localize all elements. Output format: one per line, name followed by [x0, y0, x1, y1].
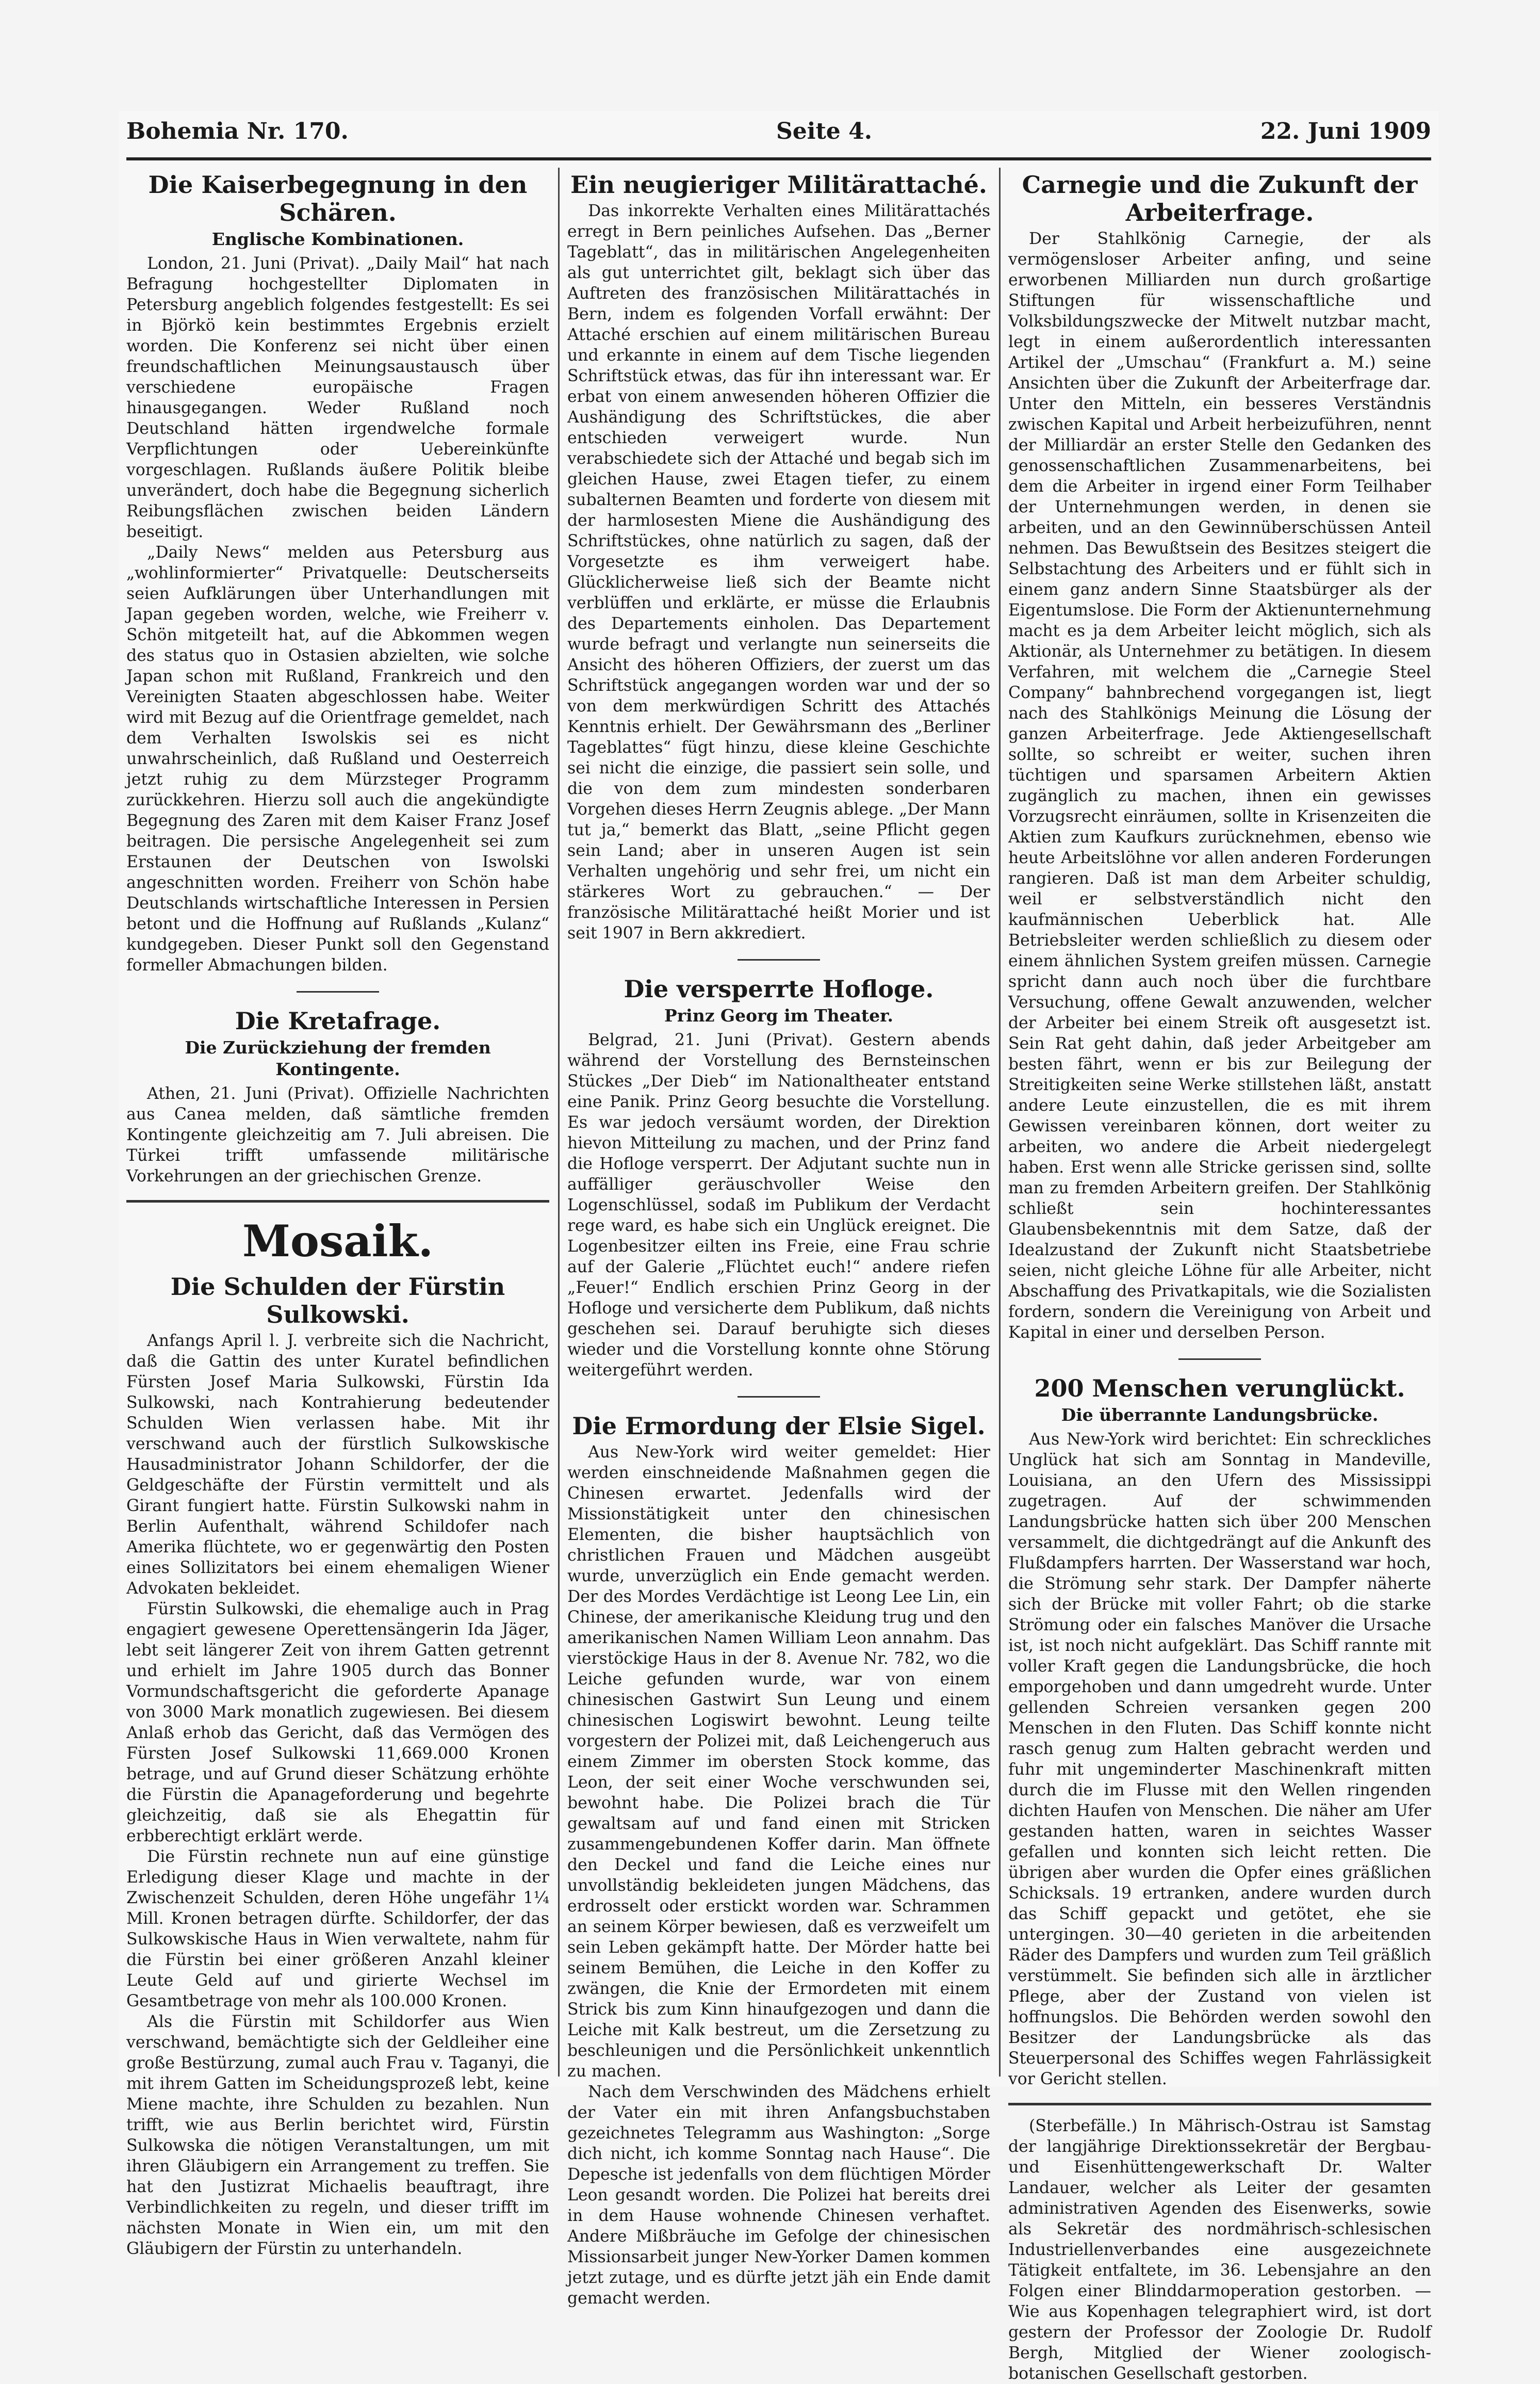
separator	[738, 959, 820, 961]
paragraph: London, 21. Juni (Privat). „Daily Mail“ hat nach Befragung hochgestellter Diplomaten in Petersburg angeblich folgendes festgestellt: Es sei in Björkö kein bestimmtes Ergebnis erzielt worden. Die Konferenz sei nicht über einen freundschaftlichen Meinungsaustausch über verschiedene europäische Fragen hinausgegangen. Weder Rußland noch Deutschland hätten irgendwelche formale Verpflichtungen oder Uebereinkünfte vorgeschlagen. Rußlands äußere Politik bleibe unverändert, doch habe die Begegnung sicherlich Reibungsflächen zwischen beiden Ländern beseitigt.	[126, 254, 549, 541]
article-subtitle: Die überrannte Landungsbrücke.	[1061, 1405, 1379, 1425]
paragraph: Das inkorrekte Verhalten eines Militärattachés erregt in Bern peinliches Aufsehen. Das „Berner Tageblatt“, das in militärischen Angelegenheiten als gut unterrichtet gilt, beklagt sich über das Auftreten des französischen Militärattachés in Bern, indem es folgenden Vorfall erwähnt: Der Attaché erschien auf einem militärischen Bureau und erkannte in einem auf dem Tische liegenden Schriftstück etwas, das für ihn interessant war. Er erbat von einem anwesenden höheren Offizier die Aushändigung des Schriftstückes, die aber entschieden verweigert wurde. Nun verabschiedete sich der Attaché und begab sich im gleichen Hause, zwei Etagen tiefer, zu einem subalternen Beamten und forderte von diesem mit der harmlosesten Miene die Aushändigung des Schriftstückes, ohne natürlich zu sagen, daß der Vorgesetzte es ihm verweigert habe. Glücklicherweise ließ sich der Beamte nicht verblüffen und erklärte, er müsse die Erlaubnis des Departements einholen. Das Departement wurde befragt und verlangte nun seinerseits die Ansicht des höheren Offiziers, der zuerst um das Schriftstück angegangen worden war und der so von dem merkwürdigen Schritt des Attachés Kenntnis erhielt. Der Gewährsmann des „Berliner Tageblattes“ fügt hinzu, diese kleine Geschichte sei nicht die einzige, die passiert sein solle, und die von dem zum mindesten sonderbaren Vorgehen dieses Herrn Zeugnis ablege. „Der Mann tut ja,“ bemerkt das Blatt, „seine Pflicht gegen sein Land; aber in unseren Augen ist sein Verhalten ungehörig und sehr frei, um nicht ein stärkeres Wort zu gebrauchen.“ — Der französische Militärattaché heißt Morier und ist seit 1907 in Bern akkrediert.	[567, 202, 990, 943]
article-title: Ein neugieriger Militärattaché.	[570, 171, 987, 199]
section-title: Mosaik.	[242, 1215, 434, 1267]
paragraph: Aus New-York wird weiter gemeldet: Hier werden einschneidende Maßnahmen gegen die Chinesen erwartet. Jedenfalls wird der Missionstätigkeit unter den chinesischen Elementen, die bisher hauptsächlich von christlichen Frauen und Mädchen ausgeübt wurde, unverzüglich ein Ende gemacht werden. Der des Mordes Verdächtige ist Leong Lee Lin, ein Chinese, der amerikanische Kleidung trug und den amerikanischen Namen William Leon annahm. Das vierstöckige Haus in der 8. Avenue Nr. 782, wo die Leiche gefunden wurde, war von einem chinesischen Gastwirt Sun Leung und einem chinesischen Logiswirt bewohnt. Leung teilte vorgestern der Polizei mit, daß Leichengeruch aus einem Zimmer im obersten Stock komme, das Leon, der seit einer Woche verschwunden sei, bewohnt habe. Die Polizei brach die Tür gewaltsam auf und fand einen mit Stricken zusammengebundenen Koffer darin. Man öffnete den Deckel und fand die Leiche eines nur unvollständig bekleideten jungen Mädchens, das erdrosselt oder erstickt worden war. Schrammen an seinem Körper bewiesen, daß es verzweifelt um sein Leben gekämpft hatte. Der Mörder hatte bei seinem Bemühen, die Leiche in den Koffer zu zwängen, die Knie der Ermordeten mit einem Strick bis zum Kinn hinaufgezogen und dann die Leiche mit Kalk bestreut, um die Zersetzung zu beschleunigen und die Persönlichkeit unkenntlich zu machen.	[567, 1443, 990, 2081]
paragraph: Belgrad, 21. Juni (Privat). Gestern abends während der Vorstellung des Bernsteinschen Stückes „Der Dieb“ im Nationaltheater entstand eine Panik. Prinz Georg besuchte die Vorstellung. Es war jedoch versäumt worden, der Direktion hievon Mitteilung zu machen, und der Prinz fand die Hofloge versperrt. Der Adjutant suchte nun in auffälliger geräuschvoller Weise den Logenschlüssel, sodaß im Publikum der Verdacht rege ward, es habe sich ein Unglück ereignet. Die Logenbesitzer eilten ins Freie, eine Frau schrie auf der Galerie „Flüchtet euch!“ andere riefen „Feuer!“ Endlich erschien Prinz Georg in der Hofloge und versicherte dem Publikum, daß nichts geschehen sei. Darauf beruhigte sich dieses wieder und die Vorstellung konnte ohne Störung weitergeführt werden.	[567, 1031, 990, 1380]
paragraph: „Daily News“ melden aus Petersburg aus „wohlinformierter“ Privatquelle: Deutscherseits seien Aufklärungen über Unterhandlungen mit Japan gegeben worden, welche, wie Freiherr v. Schön mitgeteilt hat, auf die Abkommen wegen des status quo in Ostasien abzielten, wie solche Japan schon mit Rußland, Frankreich und den Vereinigten Staaten abgeschlossen habe. Weiter wird mit Bezug auf die Orientfrage gemeldet, nach dem Verhalten Iswolskis sei es nicht unwahrscheinlich, daß Rußland und Oesterreich jetzt ruhig zu dem Mürzsteger Programm zurückkehren. Hierzu soll auch die angekündigte Begegnung des Zaren mit dem Kaiser Franz Josef beitragen. Die persische Angelegenheit sei zum Erstaunen der Deutschen von Iswolski angeschnitten worden. Freiherr von Schön habe Deutschlands wirtschaftliche Interessen in Persien betont und die Hoffnung auf Rußlands „Kulanz“ kundgegeben. Dieser Punkt soll den Gegenstand formeller Abmachungen bilden.	[126, 543, 549, 975]
article-title: Die Schulden der Fürstin Sulkowski.	[170, 1273, 505, 1328]
article-title: Die Kretafrage.	[235, 1007, 441, 1035]
section-rule	[126, 1200, 549, 1203]
column-left	[126, 168, 549, 2258]
article-subtitle: Englische Kombinationen.	[211, 229, 464, 249]
paragraph: Fürstin Sulkowski, die ehemalige auch in Prag engagiert gewesene Operettensängerin Ida Jäger, lebt seit längerer Zeit von ihrem Gatten getrennt und erhielt im Jahre 1905 durch das Bonner Vormundschaftsgericht die geforderte Apanage von 3000 Mark monatlich zugewiesen. Bei diesem Anlaß erhob das Gericht, daß das Vermögen des Fürsten Josef Sulkowski 11,669.000 Kronen betrage, und auf Grund dieser Schätzung erhöhte die Fürstin die Apanageforderung und begehrte gleichzeitig, daß sie als Ehegattin für erbberechtigt erklärt werde.	[126, 1600, 549, 1845]
article-title: Die Ermordung der Elsie Sigel.	[572, 1412, 986, 1440]
section-rule	[1008, 2103, 1431, 2105]
paragraph: Nach dem Verschwinden des Mädchens erhielt der Vater ein mit ihren Anfangsbuchstaben gezeichnetes Telegramm aus Washington: „Sorge dich nicht, ich komme Sonntag nach Hause“. Die Depesche ist jedenfalls von dem flüchtigen Mörder Leon gesandt worden. Die Polizei hat bereits drei in dem Hause wohnende Chinesen verhaftet. Andere Mißbräuche im Gefolge der chinesischen Missionsarbeit junger New-Yorker Damen kommen jetzt zutage, und es dürfte jetzt jäh ein Ende damit gemacht werden.	[567, 2083, 990, 2308]
separator	[297, 991, 379, 993]
column-right	[1008, 168, 1431, 2383]
issue-number: Bohemia Nr. 170.	[126, 118, 349, 144]
column-middle	[567, 168, 990, 2308]
paragraph: (Sterbefälle.) In Mährisch-Ostrau ist Samstag der langjährige Direktionssekretär der Bergbau- und Eisenhüttengewerkschaft Dr. Walter Landauer, welcher als Leiter der gesamten administrativen Agenden des Eisenwerks, sowie als Sekretär des nordmährisch-schlesischen Industriellenverbandes eine ausgezeichnete Tätigkeit entfaltete, im 36. Lebensjahre an den Folgen einer Blinddarmoperation gestorben. — Wie aus Kopenhagen telegraphiert wird, ist dort gestern der Professor der Zoologie Dr. Rudolf Bergh, Mitglied der Wiener zoologisch-botanischen Gesellschaft gestorben.	[1008, 2117, 1431, 2383]
page-header	[126, 111, 1431, 152]
article-subtitle: Prinz Georg im Theater.	[664, 1006, 894, 1026]
article-title: Die Kaiserbegegnung in den Schären.	[148, 171, 528, 226]
separator	[738, 1396, 820, 1398]
paragraph: Die Fürstin rechnete nun auf eine günstige Erledigung dieser Klage und machte in der Zwischenzeit Schulden, deren Höhe ungefähr 1¼ Mill. Kronen betragen dürfte. Schildorfer, der das Sulkowskische Haus in Wien verwaltete, nahm für die Fürstin bei einer größeren Anzahl kleiner Leute Geld auf und girierte Wechsel im Gesamtbetrage von mehr als 100.000 Kronen.	[126, 1847, 549, 2010]
article-title: Carnegie und die Zukunft der Arbeiterfrage.	[1022, 171, 1418, 226]
article-title: 200 Menschen verunglückt.	[1034, 1374, 1405, 1402]
separator	[1178, 1358, 1261, 1360]
issue-date: 22. Juni 1909	[1260, 118, 1431, 144]
paragraph: Als die Fürstin mit Schildorfer aus Wien verschwand, bemächtigte sich der Geldleiher eine große Bestürzung, zumal auch Frau v. Taganyi, die mit ihrem Gatten im Scheidungsprozeß lebt, keine Miene machte, ihre Schulden zu bezahlen. Nun trifft, wie aus Berlin berichtet wird, Fürstin Sulkowska die nötigen Veranstaltungen, um mit ihren Gläubigern ein Arrangement zu treffen. Sie hat den Justizrat Michaelis beauftragt, ihre Verbindlichkeiten zu regeln, und dieser trifft im nächsten Monate in Wien ein, um mit den Gläubigern der Fürstin zu unterhandeln.	[126, 2013, 549, 2258]
page-number: Seite 4.	[776, 118, 873, 144]
paragraph: Anfangs April l. J. verbreite sich die Nachricht, daß die Gattin des unter Kuratel befindlichen Fürsten Josef Maria Sulkowski, Fürstin Ida Sulkowski, nach Kontrahierung bedeutender Schulden Wien verlassen habe. Mit ihr verschwand auch der fürstlich Sulkowskische Hausadministrator Johann Schildorfer, der die Geldgeschäfte der Fürstin vermittelt und als Girant fungiert hatte. Fürstin Sulkowski nahm in Berlin Aufenthalt, während Schildofer nach Amerika flüchtete, wo er gegenwärtig den Posten eines Sollizitators bei einem ehemaligen Wiener Advokaten bekleidet.	[126, 1332, 549, 1598]
column-divider	[558, 168, 560, 2077]
paragraph: Der Stahlkönig Carnegie, der als vermögensloser Arbeiter anfing, und seine erworbenen Milliarden nun durch großartige Stiftungen für wissenschaftliche und Volksbildungszwecke der Mitwelt nutzbar macht, legt in einem außerordentlich interessanten Artikel der „Umschau“ (Frankfurt a. M.) seine Ansichten über die Zukunft der Arbeiterfrage dar. Unter den Mitteln, ein besseres Verständnis zwischen Kapital und Arbeit herbeizuführen, nennt der Milliardär an erster Stelle den Gedanken des genossenschaftlichen Zusammenarbeitens, bei dem die Arbeiter in irgend einer Form Teilhaber der Unternehmungen werden, in denen sie arbeiten, und an den Gewinnüberschüssen Anteil nehmen. Das Bewußtsein des Besitzes steigert die Selbstachtung des Arbeiters und er fühlt sich in einem ganz andern Sinne Staatsbürger als der Eigentumslose. Die Form der Aktienunternehmung macht es ja dem Arbeiter leicht möglich, sich als Aktionär, als Unternehmer zu betätigen. In diesem Verfahren, mit welchem die „Carnegie Steel Company“ bahnbrechend vorgegangen ist, liegt nach des Stahlkönigs Meinung die Lösung der ganzen Arbeiterfrage. Jede Aktiengesellschaft sollte, so schreibt er weiter, suchen ihren tüchtigen und sparsamen Arbeitern Aktien zugänglich zu machen, ihnen ein gewisses Vorzugsrecht einräumen, sollte in Krisenzeiten die Aktien zum Kaufkurs zurücknehmen, ebenso wie heute Arbeitslöhne vor allen anderen Forderungen rangieren. Daß ist man dem Arbeiter schuldig, weil er selbstverständlich nicht den kaufmännischen Ueberblick hat. Alle Betriebsleiter werden schließlich zu diesem oder einem ähnlichen System greifen müssen. Carnegie spricht dann auch noch über die furchtbare Versuchung, offene Gewalt anzuwenden, welcher der Arbeiter bei einem Streik oft ausgesetzt ist. Sein Rat geht dahin, daß jeder Arbeitgeber am besten fährt, wenn er bis zur Beilegung der Streitigkeiten seine Werke stillstehen läßt, anstatt andere Leute einzustellen, die es mit ihrem Gewissen vereinbaren können, dort weiter zu arbeiten, wo andere die Arbeit niedergelegt haben. Erst wenn alle Stricke gerissen sind, sollte man zu fremden Arbeitern greifen. Der Stahlkönig schließt sein hochinteressantes Glaubensbekenntnis mit dem Satze, daß der Idealzustand der Zukunft nicht Staatsbetriebe seien, nicht gleiche Löhne für alle Arbeiter, nicht Abschaffung des Privatkapitals, wie die Sozialisten fordern, sondern die Vereinigung von Arbeit und Kapital in einer und derselben Person.	[1008, 230, 1431, 1342]
paragraph: Athen, 21. Juni (Privat). Offizielle Nachrichten aus Canea melden, daß sämtliche fremden Kontingente gleichzeitig am 7. Juli abreisen. Die Türkei trifft umfassende militärische Vorkehrungen an der griechischen Grenze.	[126, 1084, 549, 1186]
article-title: Die versperrte Hofloge.	[624, 975, 934, 1003]
newspaper-page	[119, 111, 1439, 2383]
column-divider	[999, 168, 1001, 2077]
header-rule	[126, 157, 1431, 160]
paragraph: Aus New-York wird berichtet: Ein schreckliches Unglück hat sich am Sonntag in Mandeville, Louisiana, an den Ufern des Mississippi zugetragen. Auf der schwimmenden Landungsbrücke hatten sich über 200 Menschen versammelt, die dichtgedrängt auf die Ankunft des Flußdampfers harrten. Der Wasserstand war hoch, die Strömung sehr stark. Der Dampfer näherte sich der Brücke mit voller Fahrt; ob die starke Strömung oder ein falsches Manöver die Ursache ist, ist noch nicht aufgeklärt. Das Schiff rannte mit voller Kraft gegen die Landungsbrücke, die hoch emporgehoben und dann umgedreht wurde. Unter gellenden Schreien versanken gegen 200 Menschen in den Fluten. Das Schiff konnte nicht rasch genug zum Halten gebracht werden und fuhr mit ungeminderter Maschinenkraft mitten durch die im Flusse mit den Wellen ringenden dichten Haufen von Menschen. Die näher am Ufer gestanden hatten, waren in seichtes Wasser gefallen und konnten sich leicht retten. Die übrigen aber wurden die Opfer eines gräßlichen Schicksals. 19 ertranken, andere wurden durch das Schiff gepackt und getötet, ehe sie untergingen. 30—40 gerieten in die arbeitenden Räder des Dampfers und wurden zum Teil gräßlich verstümmelt. Sie befinden sich alle in ärztlicher Pflege, aber der Zustand von vielen ist hoffnungslos. Die Behörden werden sowohl den Besitzer der Landungsbrücke als das Steuerpersonal des Schiffes wegen Fahrlässigkeit vor Gericht stellen.	[1008, 1430, 1431, 2088]
article-subtitle: Die Zurückziehung der fremden Kontingente.	[185, 1037, 491, 1079]
